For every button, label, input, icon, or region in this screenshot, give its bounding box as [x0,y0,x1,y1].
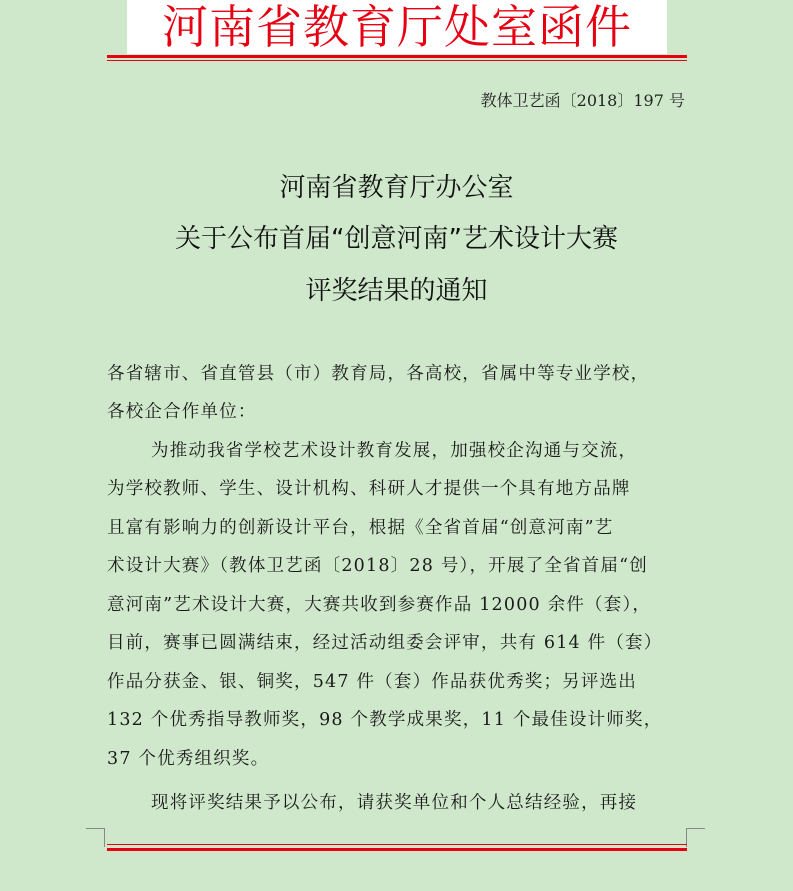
body-line: 132 个优秀指导教师奖，98 个教学成果奖，11 个最佳设计师奖， [107,710,663,730]
page-corner-mark-left [86,828,105,847]
body-line: 为推动我省学校艺术设计教育发展，加强校企沟通与交流， [151,441,638,461]
page-corner-mark-right [686,828,705,847]
body-line: 现将评奖结果予以公布，请获奖单位和个人总结经验，再接 [151,793,638,813]
heading-line-1: 河南省教育厅办公室 [279,173,514,203]
masthead-title: 河南省教育厅处室函件 [127,0,667,54]
body-line: 目前，赛事已圆满结束，经过活动组委会评审，共有 614 件（套） [107,633,663,653]
body-line: 各校企合作单位： [107,402,257,422]
body-line: 术设计大赛》（教体卫艺函〔2018〕28 号），开展了全省首届“创 [107,556,648,576]
footer-rule-thin [107,844,687,845]
masthead-rule-thick [107,55,687,58]
body-line: 各省辖市、省直管县（市）教育局，各高校，省属中等专业学校， [107,364,650,384]
footer-rule-thick [107,848,687,851]
body-line: 且富有影响力的创新设计平台，根据《全省首届“创意河南”艺 [107,518,614,538]
body-line: 意河南”艺术设计大赛，大赛共收到参赛作品 12000 余件（套）， [107,595,652,615]
body-line: 37 个优秀组织奖。 [107,749,270,769]
heading-line-3: 评奖结果的通知 [305,276,488,306]
masthead-rule-thin [107,60,687,61]
body-line: 为学校教师、学生、设计机构、科研人才提供一个具有地方品牌 [107,479,631,499]
document-number: 教体卫艺函〔2018〕197 号 [480,91,685,110]
body-line: 作品分获金、银、铜奖，547 件（套）作品获优秀奖；另评选出 [107,672,637,692]
heading-line-2: 关于公布首届“创意河南”艺术设计大赛 [175,224,618,254]
